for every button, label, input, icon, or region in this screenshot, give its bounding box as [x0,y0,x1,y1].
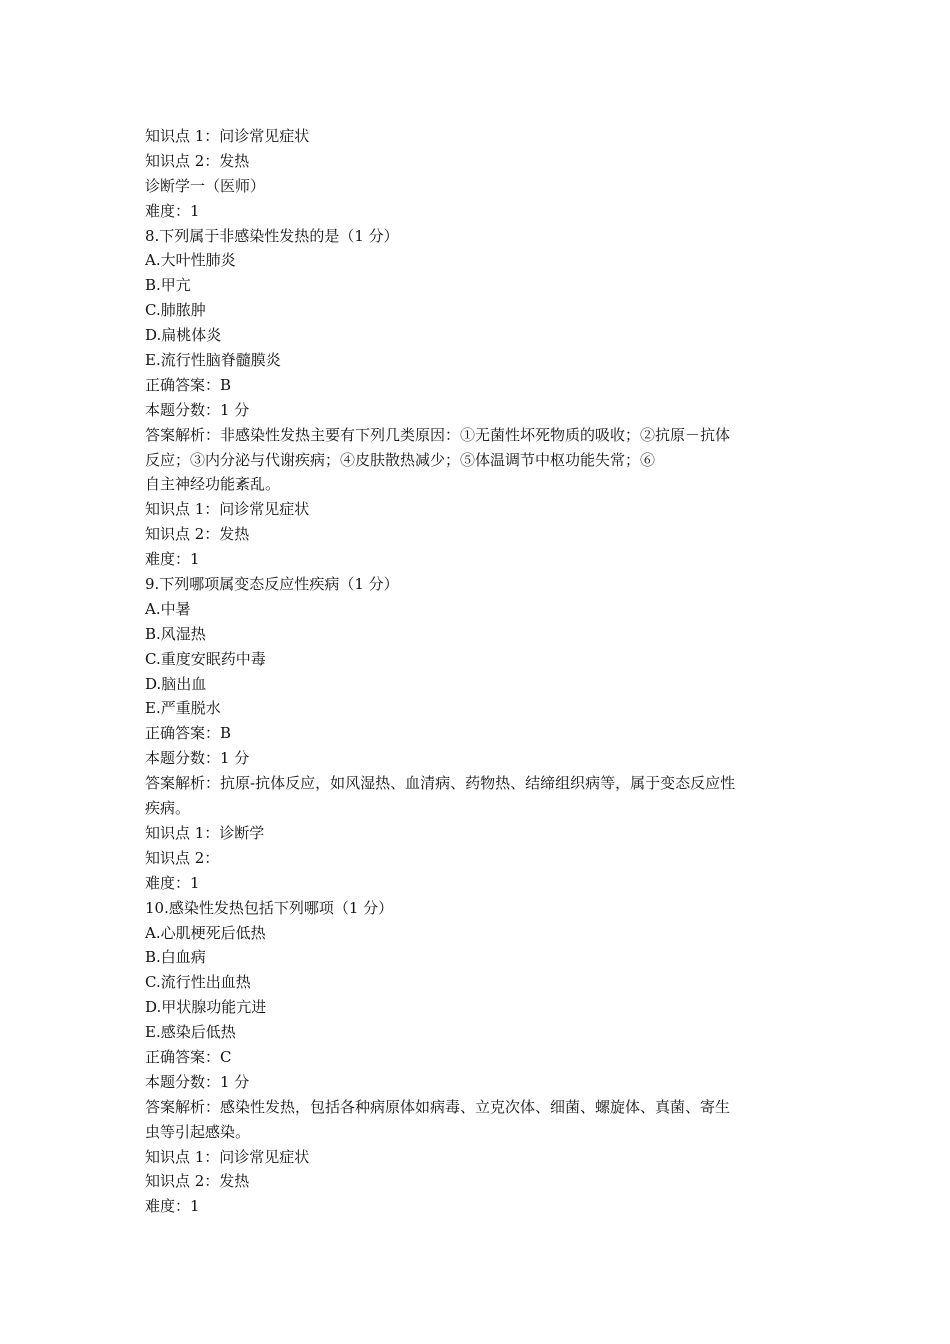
question-9-title: 9.下列哪项属变态反应性疾病（1 分） [145,575,399,594]
question-8-option-d: D.扁桃体炎 [145,326,222,345]
question-9-option-d: D.脑出血 [145,674,207,693]
question-8-score: 本题分数：1 分 [145,400,250,419]
course-name: 诊断学一（医师） [145,176,266,195]
question-8-analysis-line-1: 答案解析：非感染性发热主要有下列几类原因：①无菌性坏死物质的吸收；②抗原－抗体 [145,425,731,444]
question-10-knowledge-point-1: 知识点 1：问诊常见症状 [145,1147,310,1166]
knowledge-point-2: 知识点 2：发热 [145,151,250,170]
question-8-analysis-line-3: 自主神经功能紊乱。 [145,475,281,494]
question-9-analysis-line-2: 疾病。 [145,799,191,818]
question-8-knowledge-point-1: 知识点 1：问诊常见症状 [145,500,310,519]
question-10-analysis-line-2: 虫等引起感染。 [145,1122,251,1141]
question-10-option-c: C.流行性出血热 [145,973,251,992]
question-9-analysis-line-1: 答案解析：抗原-抗体反应，如风湿热、血清病、药物热、结缔组织病等，属于变态反应性 [145,774,736,793]
question-9-option-b: B.风湿热 [145,624,206,643]
question-9-score: 本题分数：1 分 [145,749,250,768]
question-10-answer: 正确答案：C [145,1047,232,1066]
question-10-difficulty: 难度：1 [145,1197,200,1216]
difficulty: 难度：1 [145,201,200,220]
question-10-option-b: B.白血病 [145,948,206,967]
question-10-option-e: E.感染后低热 [145,1023,236,1042]
question-8-analysis-line-2: 反应；③内分泌与代谢疾病；④皮肤散热减少；⑤体温调节中枢功能失常；⑥ [145,450,656,469]
question-8-option-a: A.大叶性肺炎 [145,251,236,270]
question-9-knowledge-point-1: 知识点 1：诊断学 [145,823,265,842]
question-9-option-c: C.重度安眠药中毒 [145,649,266,668]
question-8-option-e: E.流行性脑脊髓膜炎 [145,351,281,370]
document-page [145,124,815,1219]
question-9-answer: 正确答案：B [145,724,232,743]
question-8-difficulty: 难度：1 [145,550,200,569]
question-10-title: 10.感染性发热包括下列哪项（1 分） [145,898,394,917]
question-10-option-d: D.甲状腺功能亢进 [145,998,267,1017]
question-8-option-c: C.肺脓肿 [145,301,206,320]
question-10-option-a: A.心肌梗死后低热 [145,923,266,942]
question-8-answer: 正确答案：B [145,375,232,394]
question-9-option-a: A.中暑 [145,599,191,618]
question-9-knowledge-point-2: 知识点 2： [145,848,220,867]
question-8-option-b: B.甲亢 [145,276,191,295]
question-10-score: 本题分数：1 分 [145,1072,250,1091]
question-9-difficulty: 难度：1 [145,873,200,892]
question-9-option-e: E.严重脱水 [145,699,221,718]
question-10-knowledge-point-2: 知识点 2：发热 [145,1172,250,1191]
knowledge-point-1: 知识点 1：问诊常见症状 [145,127,310,145]
question-10-analysis-line-1: 答案解析：感染性发热，包括各种病原体如病毒、立克次体、细菌、螺旋体、真菌、寄生 [145,1097,731,1116]
question-8-knowledge-point-2: 知识点 2：发热 [145,525,250,544]
question-8-title: 8.下列属于非感染性发热的是（1 分） [145,226,399,245]
